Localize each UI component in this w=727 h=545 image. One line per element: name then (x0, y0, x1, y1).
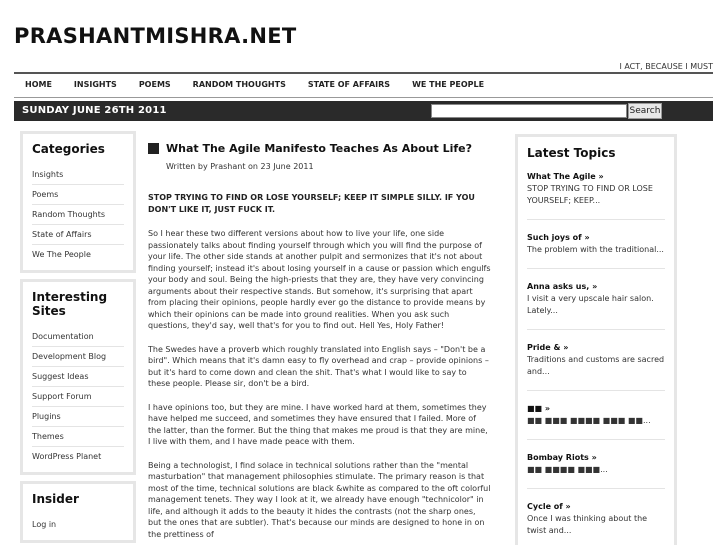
list-item[interactable] (32, 447, 124, 466)
list-item[interactable] (32, 327, 124, 347)
list-item[interactable] (527, 501, 665, 545)
category-insights[interactable]: Insights (32, 170, 64, 179)
list-item[interactable] (32, 165, 124, 185)
post-title[interactable]: What The Agile Manifesto Teaches As About Life? (166, 142, 473, 155)
list-item[interactable] (32, 387, 124, 407)
topic-excerpt: Traditions and customs are sacred and... (527, 355, 665, 376)
post-paragraph: The Swedes have a proverb which roughly translated into English says – "Don't be a bird". Which means that it's damn easy to fly overhead and crap – provide opinions – but it's hard to come down and clean the shit. That's what I would like to say to these people. Please sir, don't be a bird. (148, 344, 489, 388)
topic-title[interactable]: What The Agile » (527, 172, 604, 181)
site-link-development-blog[interactable]: Development Blog (32, 352, 107, 361)
nav-poems[interactable]: POEMS (138, 80, 171, 89)
latest-topics-title: Latest Topics (527, 146, 616, 160)
categories-widget (20, 131, 136, 273)
nav-insights[interactable]: INSIGHTS (73, 80, 117, 89)
date-bar (14, 101, 713, 121)
insider-widget (20, 481, 136, 543)
interesting-sites-widget (20, 279, 136, 475)
site-link-documentation[interactable]: Documentation (32, 332, 94, 341)
nav-we-the-people[interactable]: WE THE PEOPLE (412, 80, 485, 89)
category-random-thoughts[interactable]: Random Thoughts (32, 210, 106, 219)
topic-title[interactable]: Pride & » (527, 343, 569, 352)
list-item[interactable] (527, 232, 665, 269)
list-item[interactable] (32, 185, 124, 205)
categories-title: Categories (32, 142, 105, 156)
post-paragraph: I have opinions too, but they are mine. I have worked hard at them, sometimes they have helped me succeed, and sometimes they have ensured that I failed. More of the latter, than the former. But the thing that makes me proud is that they are mine, I live with them, and I have made peace with them. (148, 402, 488, 446)
list-item[interactable] (32, 367, 124, 387)
list-item[interactable] (32, 515, 124, 534)
category-we-the-people[interactable]: We The People (32, 250, 91, 259)
search-input[interactable] (431, 104, 627, 118)
list-item[interactable] (32, 347, 124, 367)
list-item[interactable] (527, 403, 665, 440)
topic-excerpt: The problem with the traditional... (527, 245, 664, 254)
blog-post (148, 142, 491, 540)
nav-state-of-affairs[interactable]: STATE OF AFFAIRS (307, 80, 391, 89)
list-item[interactable] (32, 407, 124, 427)
site-link-suggest-ideas[interactable]: Suggest Ideas (32, 372, 89, 381)
post-header (148, 142, 491, 155)
topic-title[interactable]: ■■ » (527, 404, 551, 413)
left-sidebar (20, 131, 136, 545)
topic-title[interactable]: Cycle of » (527, 502, 571, 511)
topic-title[interactable]: Bombay Riots » (527, 453, 597, 462)
nav-divider (14, 97, 713, 98)
nav-random-thoughts[interactable]: RANDOM THOUGHTS (192, 80, 286, 89)
current-date: SUNDAY JUNE 26TH 2011 (22, 105, 167, 116)
topic-title[interactable]: Such joys of » (527, 233, 590, 242)
login-link[interactable]: Log in (32, 520, 57, 529)
site-tagline: I ACT, BECAUSE I MUST (619, 62, 713, 71)
insider-title: Insider (32, 492, 79, 506)
main-content (148, 142, 491, 540)
post-byline: Written by Prashant on 23 June 2011 (166, 162, 314, 171)
post-paragraph: So I hear these two different versions about how to live your life, one side passionately talks about finding yourself through which you will find the purpose of your life. The other side stands at another pulpit and sermonizes that it's not about finding yourself; instead it's about losing yourself in a cause or passion which engulfs your body and soul. Being the high-priests that they are, they have very convincing arguments about their respective stands. But somehow, it's surprising that apart from placing their opinions, people hardly ever go the distance to provide means by which their opinions can be made into ground realities. When you ask such questions, they'd say, well that's for you to find out. Hell Yes, Holy Father! (148, 229, 491, 330)
site-title[interactable]: PRASHANTMISHRA.NET (14, 24, 297, 48)
header-divider (14, 72, 713, 74)
list-item[interactable] (527, 452, 665, 489)
main-nav (14, 80, 713, 94)
list-item[interactable] (32, 245, 124, 264)
nav-home[interactable]: HOME (25, 80, 52, 89)
topic-excerpt: Once I was thinking about the twist and... (527, 514, 648, 535)
list-item[interactable] (32, 205, 124, 225)
site-link-plugins[interactable]: Plugins (32, 412, 61, 421)
topic-excerpt: STOP TRYING TO FIND OR LOSE YOURSELF; KEEP... (527, 184, 653, 205)
site-link-wordpress-planet[interactable]: WordPress Planet (32, 452, 102, 461)
category-state-of-affairs[interactable]: State of Affairs (32, 230, 92, 239)
list-item[interactable] (32, 427, 124, 447)
interesting-sites-title: Interesting Sites (32, 290, 108, 318)
list-item[interactable] (527, 342, 665, 391)
post-lead: STOP TRYING TO FIND OR LOSE YOURSELF; KEEP IT SIMPLE SILLY. IF YOU DON'T LIKE IT, JUST FUCK IT. (148, 193, 475, 214)
post-bullet-icon (148, 143, 159, 154)
topic-title[interactable]: Anna asks us, » (527, 282, 598, 291)
list-item[interactable] (32, 225, 124, 245)
category-poems[interactable]: Poems (32, 190, 59, 199)
site-link-themes[interactable]: Themes (32, 432, 64, 441)
post-paragraph: Being a technologist, I find solace in technical solutions rather than the "mental masturbation" that management philosophies stimulate. The primary reason is that most of the time, technical solutions are black &white as compared to the oft colorful management tenets. They way I look at it, we already have enough "technicolor" in life, and although it adds to the beauty it hides the contrasts (not the sharp ones, but the ones that are subtler). That's because our minds are designed to hone in on the prettiness of (148, 460, 491, 539)
list-item[interactable] (527, 281, 665, 330)
site-link-support-forum[interactable]: Support Forum (32, 392, 92, 401)
topic-excerpt: ■■ ■■■■ ■■■... (527, 465, 608, 474)
topic-excerpt: ■■ ■■■ ■■■■ ■■■ ■■... (527, 416, 651, 425)
latest-topics-widget (515, 134, 677, 545)
search-button[interactable]: Search (628, 103, 662, 119)
topic-excerpt: I visit a very upscale hair salon. Lately... (527, 294, 654, 315)
list-item[interactable] (527, 171, 665, 220)
